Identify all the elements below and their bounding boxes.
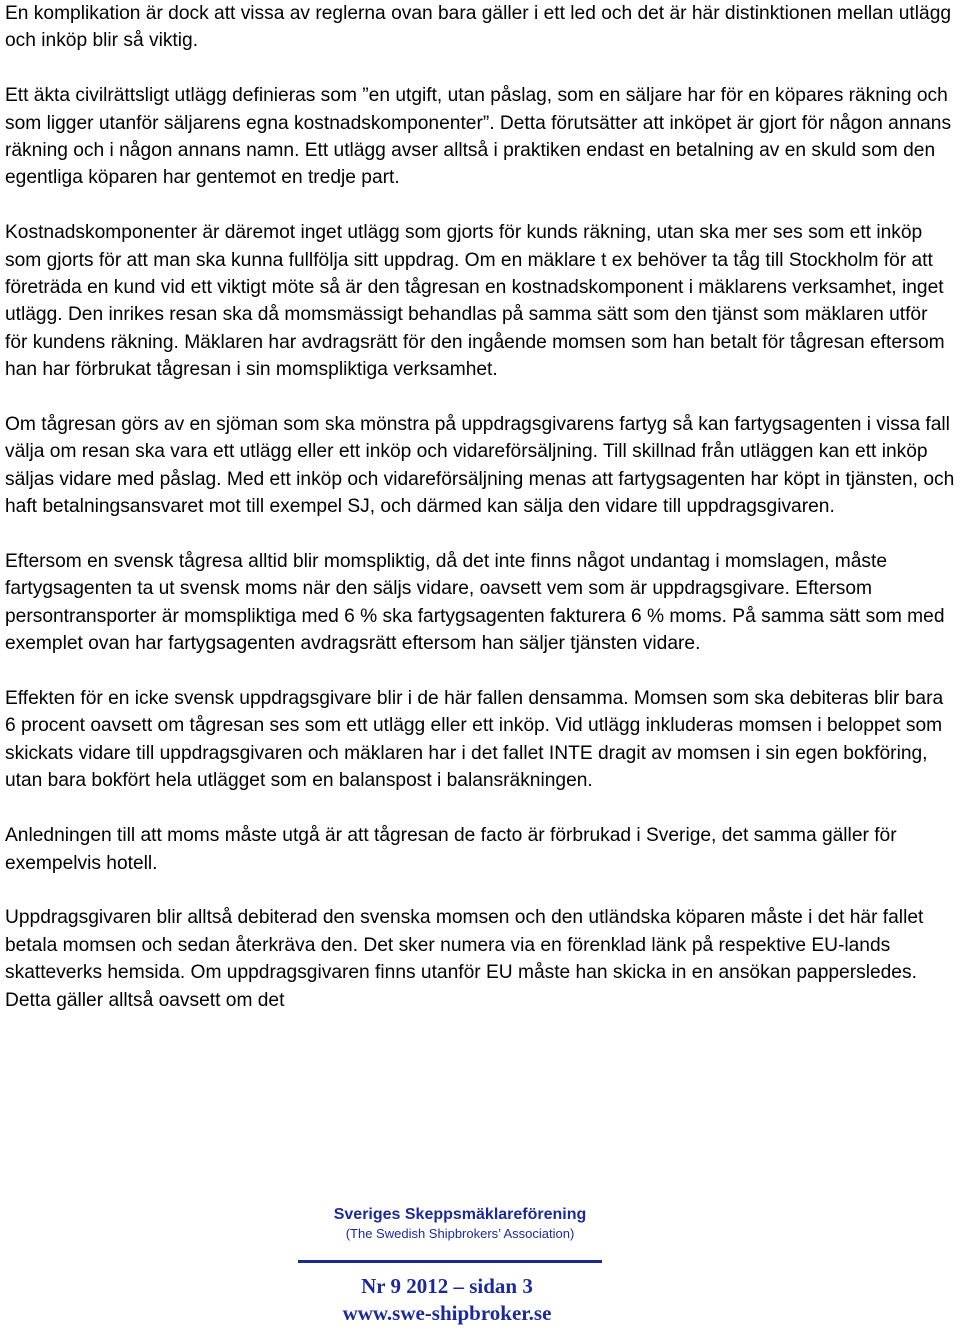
paragraph-6: Effekten för en icke svensk uppdragsgivare blir i de här fallen densamma. Momsen som ska debiteras blir bara 6 procent oavsett om tågresan ses som ett utlägg eller ett inköp. Vid utlägg inkluderas momsen i beloppet som skickats vidare till uppdragsgivaren och mäklaren har i det fallet INTE dragit av momsen i sin egen bokföring, utan bara bokfört hela utlägget som en balanspost i balansräkningen. [5,688,944,792]
paragraph-2: Ett äkta civilrättsligt utlägg definieras som ”en utgift, utan påslag, som en säljare har för en köpares räkning och som ligger utanför säljarens egna kostnadskomponenter”. Detta förutsätter att inköpet är gjort för någon annans räkning och i någon annans namn. Ett utlägg avser alltså i praktiken endast en betalning av en skuld som den egentliga köparen har gentemot en tredje part. [5,85,952,189]
footer-website-link[interactable]: www.swe-shipbroker.se [342,1301,552,1325]
paragraph-7: Anledningen till att moms måste utgå är att tågresan de facto är förbrukad i Sverige, det samma gäller för exempelvis hotell. [5,825,897,874]
paragraph-1: En komplikation är dock att vissa av reglerna ovan bara gäller i ett led och det är här distinktionen mellan utlägg och inköp blir så viktig. [5,3,952,52]
footer-org-name: Sveriges Skeppsmäklareförening [333,1206,587,1223]
paragraph-3: Kostnadskomponenter är däremot inget utlägg som gjorts för kunds räkning, utan ska mer ses som ett inköp som gjorts för att man ska kunna fullfölja sitt uppdrag. Om en mäklare t ex behöver ta tåg till Stockholm för att företräda en kund vid ett viktigt möte så är den tågresan en kostnadskomponent i mäklarens verksamhet, inget utlägg. Den inrikes resan ska då momsmässigt behandlas på samma sätt som den tjänst som mäklaren utför för kundens räkning. Mäklaren har avdragsrätt för den ingående momsen som han betalt för tågresan eftersom han har förbrukat tågresan i sin momspliktiga verksamhet. [5,222,945,381]
footer-divider [298,1260,602,1263]
paragraph-8: Uppdragsgivaren blir alltså debiterad den svenska momsen och den utländska köparen måste i det här fallet betala momsen och sedan återkräva den. Det sker numera via en förenklad länk på respektive EU-lands skatteverks hemsida. Om uppdragsgivaren finns utanför EU måste han skicka in en ansökan pappersledes. Detta gäller alltså oavsett om det [5,907,924,1011]
footer-org-subtitle: (The Swedish Shipbrokers’ Association) [345,1226,575,1241]
footer-issue-page: Nr 9 2012 – sidan 3 [361,1274,533,1298]
paragraph-4: Om tågresan görs av en sjöman som ska mönstra på uppdragsgivarens fartyg så kan fartygsagenten i vissa fall välja om resan ska vara ett utlägg eller ett inköp och vidareförsäljning. Till skillnad från utläggen kan ett inköp säljas vidare med påslag. Med ett inköp och vidareförsäljning menas att fartygsagenten har köpt in tjänsten, och haft betalningsansvaret mot till exempel SJ, och därmed kan sälja den vidare till uppdragsgivaren. [5,414,955,518]
paragraph-5: Eftersom en svensk tågresa alltid blir momspliktig, då det inte finns något undantag i momslagen, måste fartygsagenten ta ut svensk moms när den säljs vidare, oavsett vem som är uppdragsgivare. Eftersom persontransporter är momspliktiga med 6 % ska fartygsagenten fakturera 6 % moms. På samma sätt som med exemplet ovan har fartygsagenten avdragsrätt eftersom han säljer tjänsten vidare. [5,551,945,655]
body-text [5,0,955,1014]
